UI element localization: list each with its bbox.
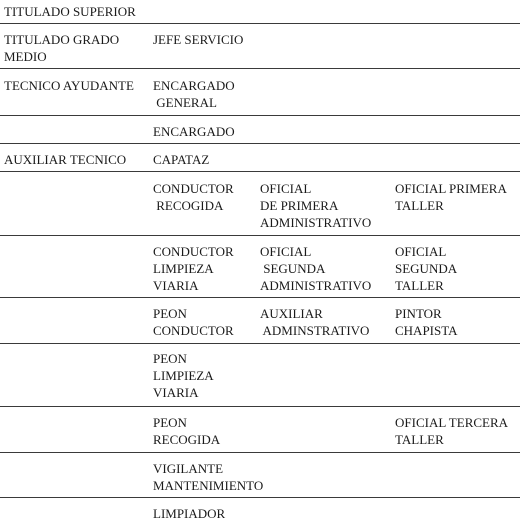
row-divider	[0, 68, 520, 69]
category-cell: PEON LIMPIEZA VIARIA	[153, 351, 214, 400]
group-cell: TITULADO SUPERIOR	[4, 4, 136, 19]
row-divider	[0, 23, 520, 24]
category-cell: LIMPIADOR	[153, 506, 226, 521]
row-divider	[0, 452, 520, 453]
row-divider	[0, 143, 520, 144]
category-cell: ENCARGADO	[153, 124, 235, 139]
row-divider	[0, 297, 520, 298]
administrative-cell: AUXILIAR ADMINSTRATIVO	[260, 306, 370, 338]
group-cell: AUXILIAR TECNICO	[4, 152, 127, 167]
category-cell: CONDUCTOR RECOGIDA	[153, 181, 234, 213]
group-cell: TITULADO GRADO MEDIO	[4, 32, 120, 64]
row-divider	[0, 406, 520, 407]
workshop-cell: OFICIAL TERCERA TALLER	[395, 415, 509, 447]
workshop-cell: PINTOR CHAPISTA	[395, 306, 458, 338]
category-cell: CONDUCTOR LIMPIEZA VIARIA	[153, 244, 234, 293]
category-cell: VIGILANTE MANTENIMIENTO	[153, 461, 264, 493]
category-cell: PEON CONDUCTOR	[153, 306, 234, 338]
category-cell: JEFE SERVICIO	[153, 32, 244, 47]
administrative-cell: OFICIAL SEGUNDA ADMINISTRATIVO	[260, 244, 372, 293]
row-divider	[0, 235, 520, 236]
category-cell: PEON RECOGIDA	[153, 415, 221, 447]
row-divider	[0, 171, 520, 172]
workshop-cell: OFICIAL SEGUNDA TALLER	[395, 244, 458, 293]
workshop-cell: OFICIAL PRIMERA TALLER	[395, 181, 507, 213]
row-divider	[0, 497, 520, 498]
group-cell: TECNICO AYUDANTE	[4, 78, 134, 93]
category-cell: CAPATAZ	[153, 152, 210, 167]
administrative-cell: OFICIAL DE PRIMERA ADMINISTRATIVO	[260, 181, 372, 230]
row-divider	[0, 343, 520, 344]
category-cell: ENCARGADO GENERAL	[153, 78, 235, 110]
row-divider	[0, 115, 520, 116]
